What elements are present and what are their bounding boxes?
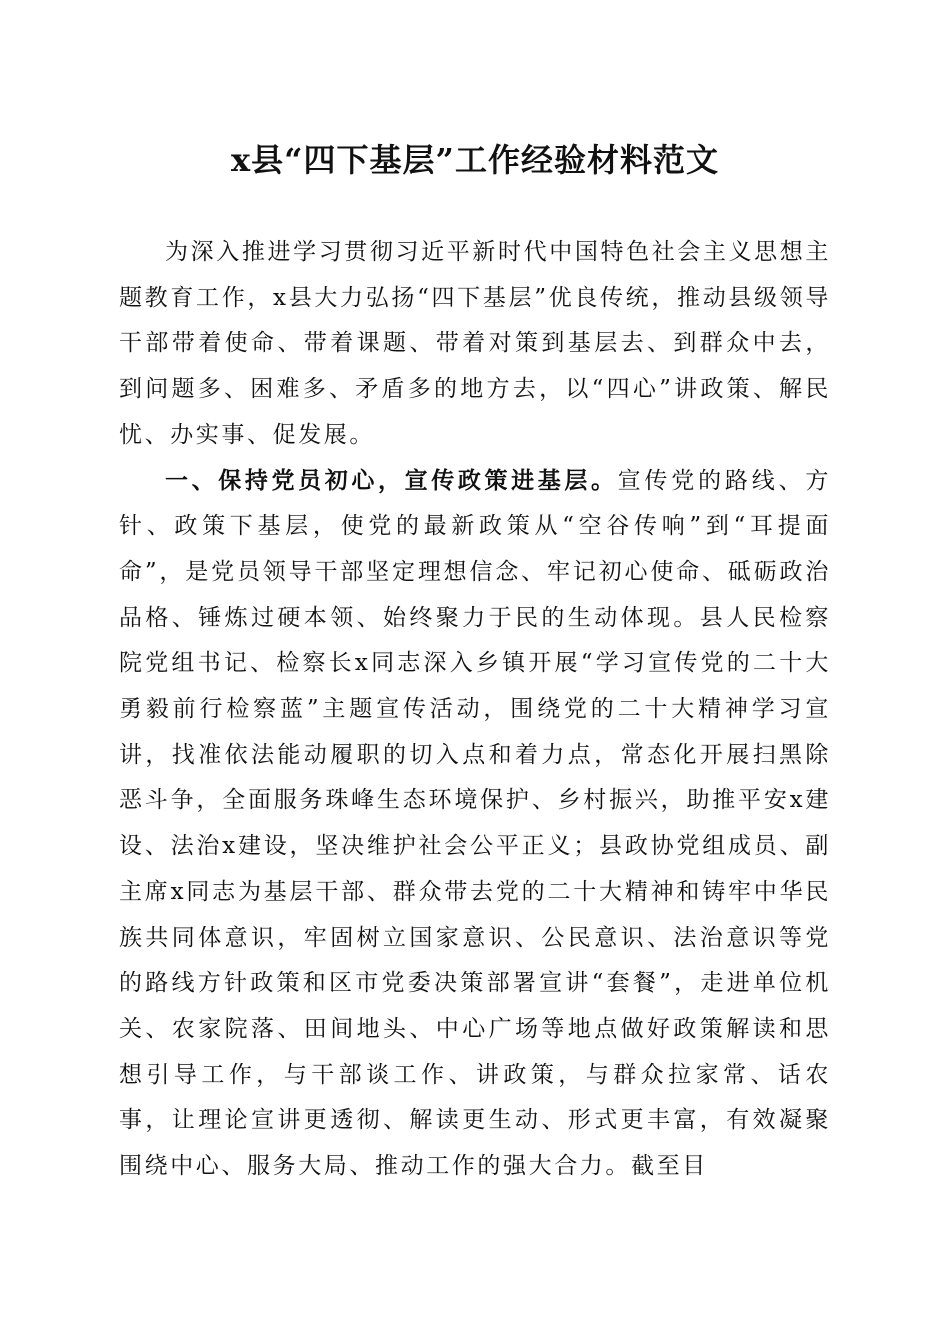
document-body <box>119 230 831 1190</box>
section-one-text: 宣传党的路线、方针、政策下基层，使党的最新政策从“空谷传响”到“耳提面命”，是党员领导干部坚定理想信念、牢记初心使命、砥砺政治品格、锤炼过硬本领、始终聚力于民的生动体现。县人民检察院党组书记、检察长x同志深入乡镇开展“学习宣传党的二十大勇毅前行检察蓝”主题宣传活动，围绕党的二十大精神学习宣讲，找准依法能动履职的切入点和着力点，常态化开展扫黑除恶斗争，全面服务珠峰生态环境保护、乡村振兴，助推平安x建设、法治x建设，坚决维护社会公平正义；县政协党组成员、副主席x同志为基层干部、群众带去党的二十大精神和铸牢中华民族共同体意识，牢固树立国家意识、公民意识、法治意识等党的路线方针政策和区市党委决策部署宣讲“套餐”，走进单位机关、农家院落、田间地头、中心广场等地点做好政策解读和思想引导工作，与干部谈工作、讲政策，与群众拉家常、话农事，让理论宣讲更透彻、解读更生动、形式更丰富，有效凝聚围绕中心、服务大局、推动工作的强大合力。截至目 <box>119 467 831 1180</box>
intro-paragraph <box>119 230 831 459</box>
intro-paragraph-text: 为深入推进学习贯彻习近平新时代中国特色社会主义思想主题教育工作，x县大力弘扬“四下基层”优良传统，推动县级领导干部带着使命、带着课题、带着对策到基层去、到群众中去，到问题多、困难多、矛盾多的地方去，以“四心”讲政策、解民忧、办实事、促发展。 <box>119 239 831 448</box>
section-one-paragraph <box>119 459 831 1190</box>
section-one-heading: 一、保持党员初心，宣传政策进基层。 <box>165 467 618 494</box>
document-title: x县“四下基层”工作经验材料范文 <box>231 141 719 179</box>
